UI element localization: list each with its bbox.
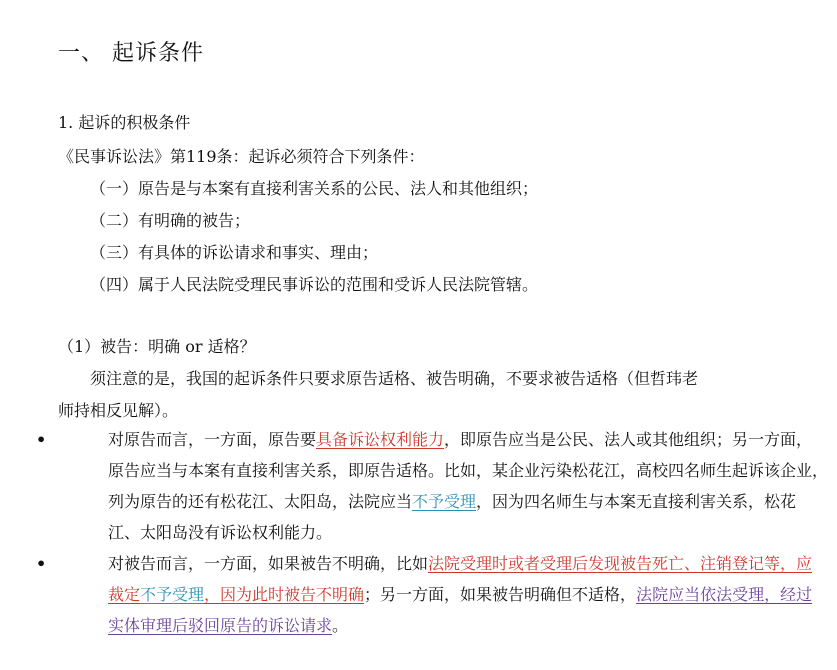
bullet-icon: • bbox=[36, 430, 47, 449]
section1-intro-line1: 须注意的是，我国的起诉条件只要求原告适格、被告明确，不要求被告适格（但哲玮老 bbox=[90, 369, 699, 388]
condition-1: （一）原告是与本案有直接利害关系的公民、法人和其他组织； bbox=[90, 179, 539, 198]
bullet1-highlight-blue: 不予受理 bbox=[412, 492, 477, 511]
condition-4: （四）属于人民法院受理民事诉讼的范围和受诉人民法院管辖。 bbox=[90, 275, 539, 294]
bullet2-highlight-red-2: ，因为此时被告不明确 bbox=[204, 585, 365, 604]
bullet2-text-3: 。 bbox=[332, 616, 349, 635]
subheading: 1. 起诉的积极条件 bbox=[58, 113, 191, 132]
bullet1-highlight-red: 具备诉讼权利能力 bbox=[316, 430, 445, 449]
bullet1-text-3: ，因为四名师生与本案无直接利害关系，松花江、太阳岛没有诉讼权利能力。 bbox=[108, 492, 797, 542]
law-intro: 《民事诉讼法》第119条：起诉必须符合下列条件： bbox=[58, 147, 425, 166]
bullet2-text-2: ；另一方面，如果被告明确但不适格， bbox=[364, 585, 637, 604]
bullet2-highlight-blue: 不予受理 bbox=[140, 585, 205, 604]
section1-intro-line2: 师持相反见解）。 bbox=[58, 401, 179, 420]
heading-number: 一、 bbox=[58, 41, 105, 66]
section1-title: （1）被告：明确 or 适格？ bbox=[58, 337, 256, 356]
bullet-paragraph-defendant bbox=[36, 548, 828, 641]
condition-2: （二）有明确的被告； bbox=[90, 211, 251, 230]
bullet2-highlight-purple: 法院应当依法受理，经过实体审理后驳回原告的诉讼请求 bbox=[108, 585, 813, 635]
bullet-icon: • bbox=[36, 554, 47, 573]
bullet1-text-2: ，即原告应当是公民、法人或其他组织；另一方面，原告应当与本案有直接利害关系，即原告适格。比如，某企业污染松花江，高校四名师生起诉该企业，列为原告的还有松花江、太阳岛，法院应当 bbox=[108, 430, 829, 511]
bullet1-text-1: 对原告而言，一方面，原告要 bbox=[108, 430, 317, 449]
bullet-paragraph-plaintiff bbox=[36, 424, 829, 548]
bullet2-highlight-red-1: 法院受理时或者受理后发现被告死亡、注销登记等，应裁定 bbox=[108, 554, 813, 604]
bullet2-text-1: 对被告而言，一方面，如果被告不明确，比如 bbox=[108, 554, 429, 573]
condition-3: （三）有具体的诉讼请求和事实、理由； bbox=[90, 243, 379, 262]
section-heading bbox=[58, 36, 204, 67]
heading-title: 起诉条件 bbox=[112, 41, 205, 66]
